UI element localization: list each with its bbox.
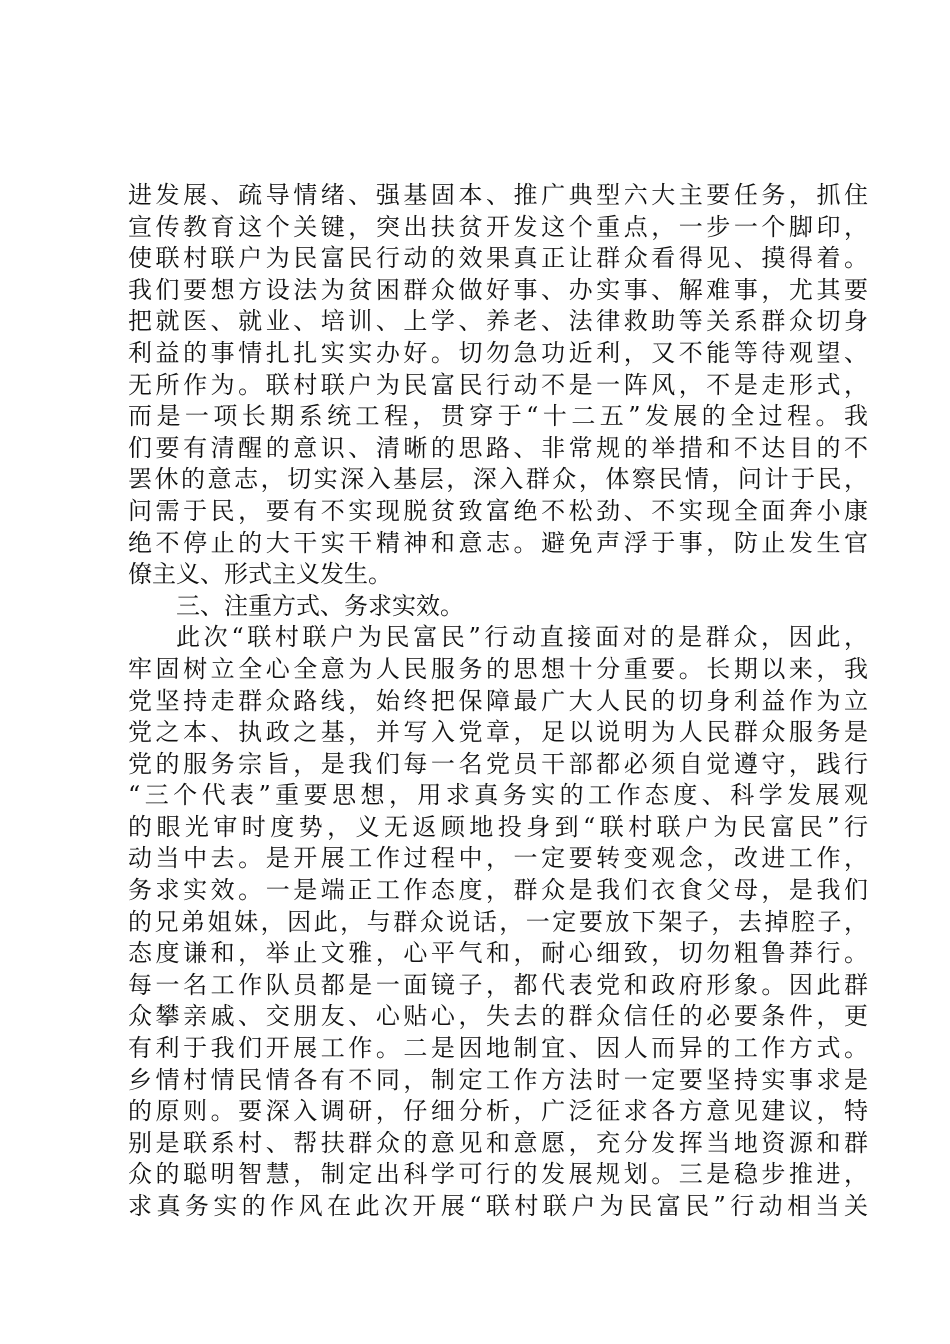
text-line: 党坚持走群众路线，始终把保障最广大人民的切身利益作为立 [128,686,868,715]
text-line: 牢固树立全心全意为人民服务的思想十分重要。长期以来，我 [128,654,868,683]
text-line: “三个代表”重要思想，用求真务实的工作态度、科学发展观 [128,781,868,810]
text-line: 宣传教育这个关键，突出扶贫开发这个重点，一步一个脚印， [128,212,868,241]
text-line: 有利于我们开展工作。二是因地制宜、因人而异的工作方式。 [128,1034,868,1063]
paragraph-first-line: 三、注重方式、务求实效。 [176,591,464,620]
text-line: 进发展、疏导情绪、强基固本、推广典型六大主要任务，抓住 [128,181,868,209]
text-line: 众的聪明智慧，制定出科学可行的发展规划。三是稳步推进， [128,1160,868,1189]
text-line: 问需于民，要有不实现脱贫致富绝不松劲、不实现全面奔小康 [128,496,868,525]
text-line: 绝不停止的大干实干精神和意志。避免声浮于事，防止发生官 [128,528,868,557]
text-line: 务求实效。一是端正工作态度，群众是我们衣食父母，是我们 [128,876,868,905]
text-line: 党的服务宗旨，是我们每一名党员干部都必须自觉遵守，践行 [128,749,868,778]
text-line: 的原则。要深入调研，仔细分析，广泛征求各方意见建议，特 [128,1097,868,1126]
text-line: 的兄弟姐妹，因此，与群众说话，一定要放下架子，去掉腔子， [128,907,868,936]
text-line: 而是一项长期系统工程，贯穿于“十二五”发展的全过程。我 [128,402,868,431]
text-line: 动当中去。是开展工作过程中，一定要转变观念，改进工作， [128,844,868,873]
text-line: 态度谦和，举止文雅，心平气和，耐心细致，切勿粗鲁莽行。 [128,939,868,968]
text-line: 乡情村情民情各有不同，制定工作方法时一定要坚持实事求是 [128,1065,868,1094]
document-body [128,180,868,1223]
text-line: 每一名工作队员都是一面镜子，都代表党和政府形象。因此群 [128,970,868,999]
text-line: 求真务实的作风在此次开展“联村联户为民富民”行动相当关 [128,1192,868,1220]
text-line: 利益的事情扎扎实实办好。切勿急功近利，又不能等待观望、 [128,338,868,367]
text-line: 无所作为。联村联户为民富民行动不是一阵风，不是走形式， [128,370,868,399]
text-line: 把就医、就业、培训、上学、养老、法律救助等关系群众切身 [128,307,868,336]
text-line: 我们要想方设法为贫困群众做好事、办实事、解难事，尤其要 [128,275,868,304]
text-line: 使联村联户为民富民行动的效果真正让群众看得见、摸得着。 [128,244,868,273]
text-line: 们要有清醒的意识、清晰的思路、非常规的举措和不达目的不 [128,433,868,462]
text-line: 众攀亲戚、交朋友、心贴心，失去的群众信任的必要条件，更 [128,1002,868,1031]
text-line: 党之本、执政之基，并写入党章，足以说明为人民群众服务是 [128,718,868,747]
text-line: 罢休的意志，切实深入基层，深入群众，体察民情，问计于民， [128,465,868,494]
text-line: 别是联系村、帮扶群众的意见和意愿，充分发挥当地资源和群 [128,1128,868,1157]
text-line: 僚主义、形式主义发生。 [128,560,392,589]
paragraph-first-line: 此次“联村联户为民富民”行动直接面对的是群众，因此， [176,623,868,652]
text-line: 的眼光审时度势，义无返顾地投身到“联村联户为民富民”行 [128,812,868,841]
